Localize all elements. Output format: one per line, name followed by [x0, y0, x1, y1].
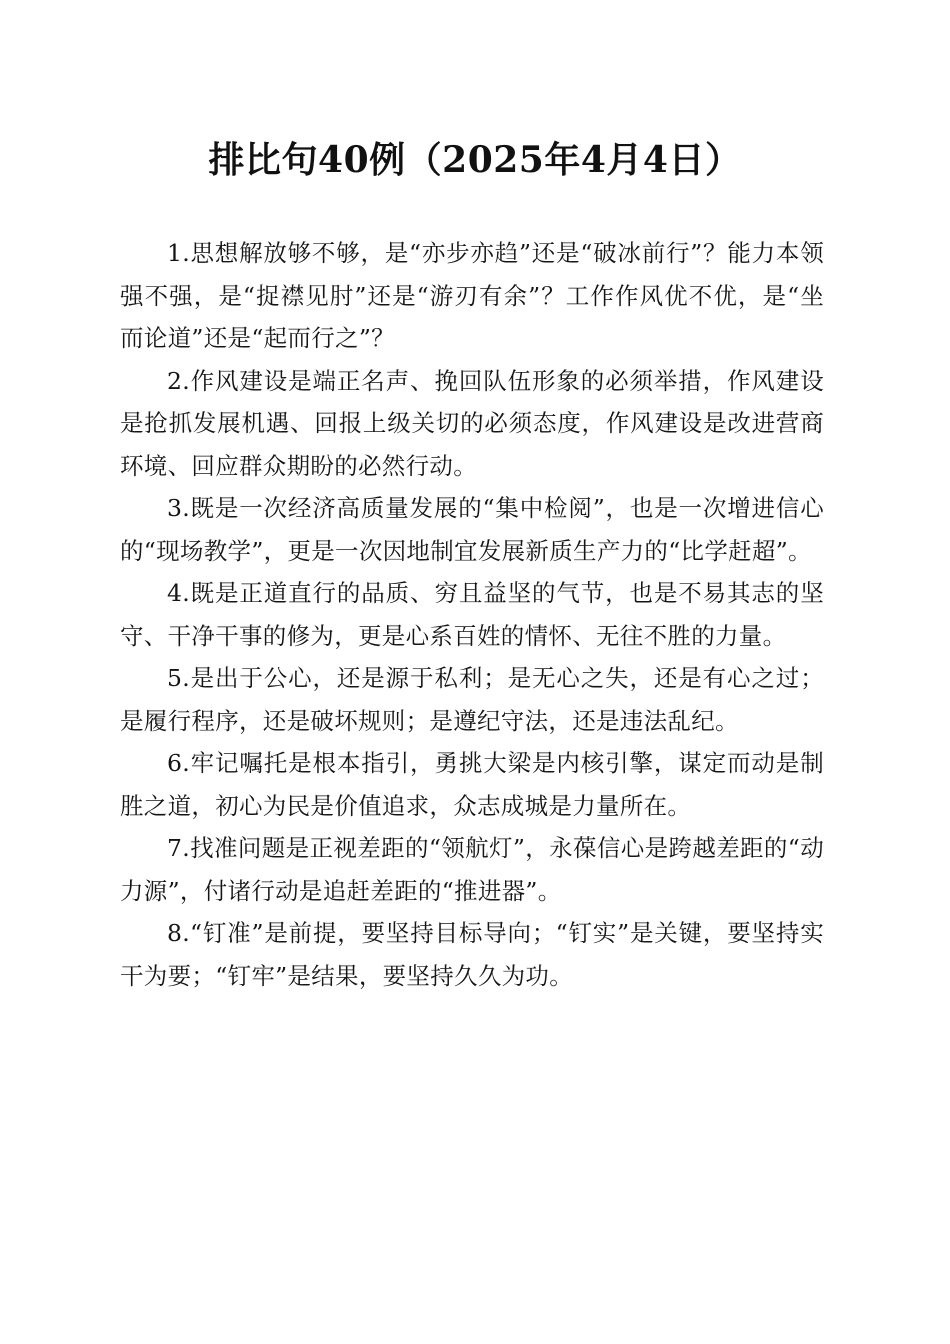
paragraph-3: 3.既是一次经济高质量发展的“集中检阅”，也是一次增进信心的“现场教学”，更是一次因地制宜发展新质生产力的“比学赶超”。: [120, 494, 824, 565]
document-body: [120, 232, 824, 997]
document-title: 排比句40例（2025年4月4日）: [208, 139, 742, 181]
paragraph-2: 2.作风建设是端正名声、挽回队伍形象的必须举措，作风建设是抢抓发展机遇、回报上级关切的必须态度，作风建设是改进营商环境、回应群众期盼的必然行动。: [120, 366, 824, 480]
paragraph-1: 1.思想解放够不够，是“亦步亦趋”还是“破冰前行”？能力本领强不强，是“捉襟见肘”还是“游刃有余”？工作作风优不优，是“坐而论道”还是“起而行之”？: [120, 239, 824, 352]
paragraph-4: 4.既是正道直行的品质、穷且益坚的气节，也是不易其志的坚守、干净干事的修为，更是心系百姓的情怀、无往不胜的力量。: [120, 579, 824, 650]
paragraph-6: 6.牢记嘱托是根本指引，勇挑大梁是内核引擎，谋定而动是制胜之道，初心为民是价值追求，众志成城是力量所在。: [120, 749, 824, 820]
paragraph-5: 5.是出于公心，还是源于私利；是无心之失，还是有心之过；是履行程序，还是破坏规则；是遵纪守法，还是违法乱纪。: [120, 664, 824, 735]
paragraph-7: 7.找准问题是正视差距的“领航灯”，永葆信心是跨越差距的“动力源”，付诸行动是追赶差距的“推进器”。: [120, 834, 824, 905]
paragraph-8: 8.“钉准”是前提，要坚持目标导向；“钉实”是关键，要坚持实干为要；“钉牢”是结果，要坚持久久为功。: [120, 919, 824, 990]
